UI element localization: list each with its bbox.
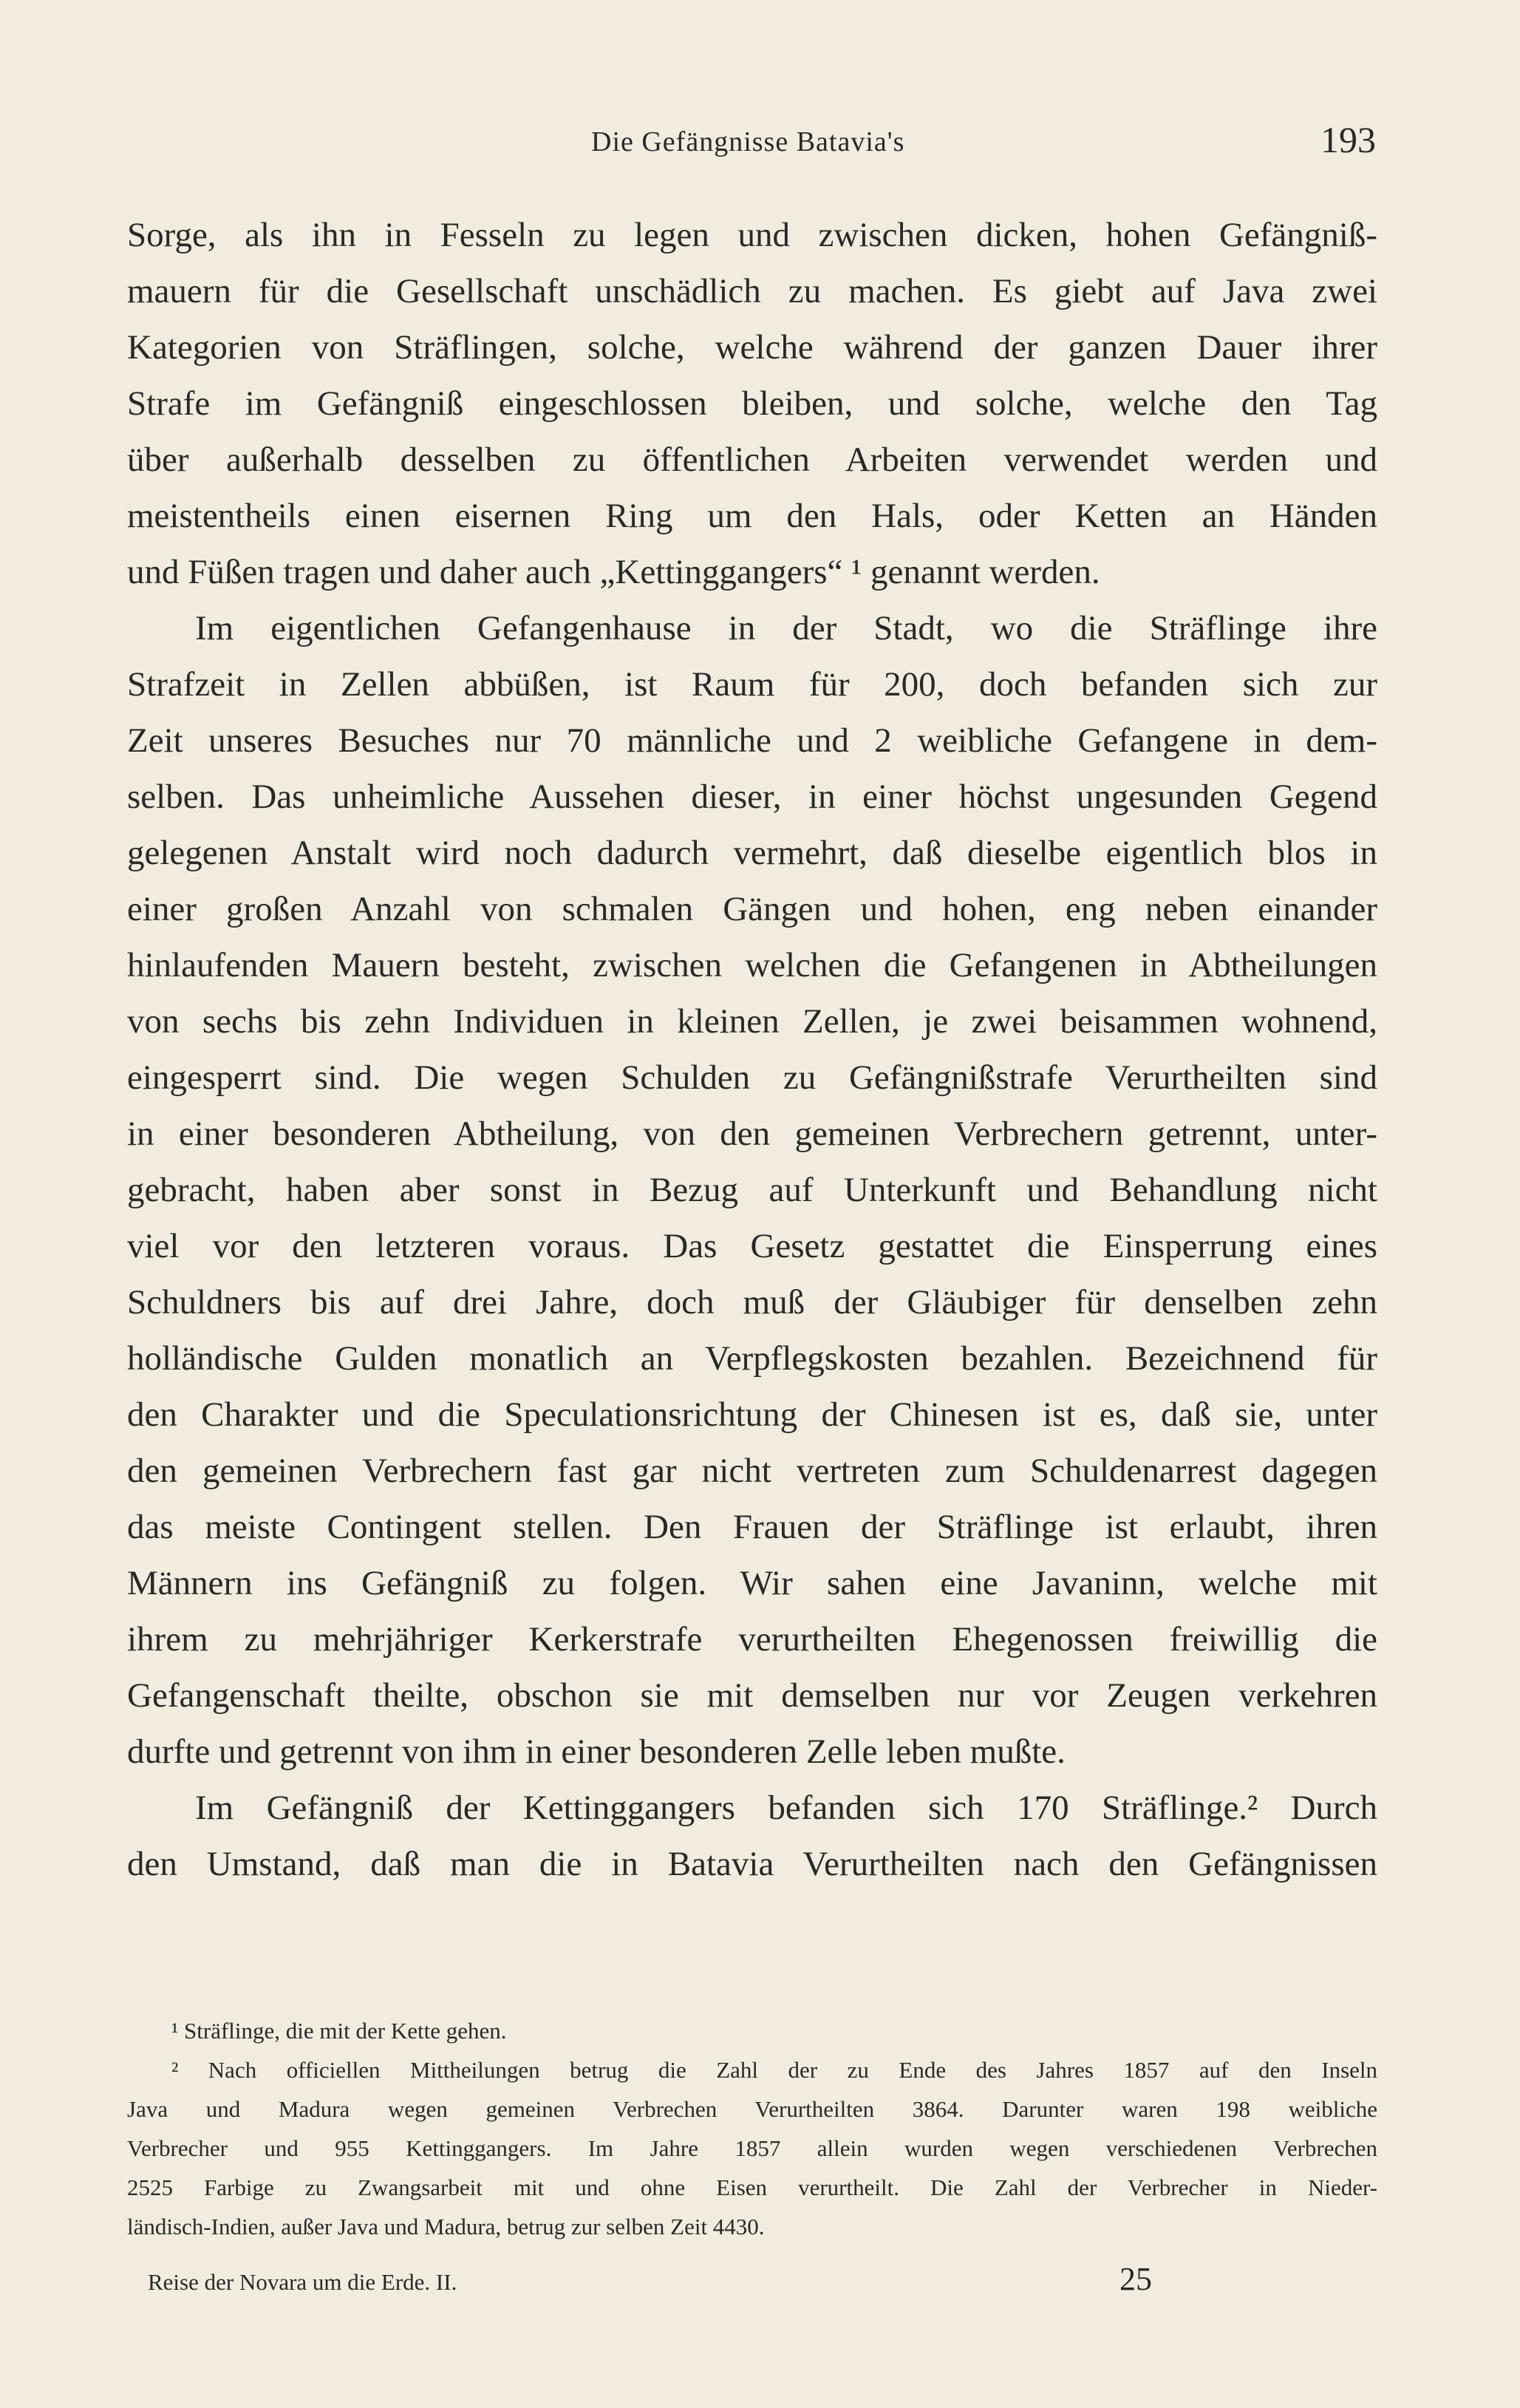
footnote	[127, 2011, 1377, 2050]
text-line: eingesperrt sind. Die wegen Schulden zu Gefängnißstrafe Verurtheilten sind	[127, 1058, 1377, 1097]
text-line: den gemeinen Verbrechern fast gar nicht vertreten zum Schuldenarrest dagegen	[127, 1452, 1377, 1490]
text-line: Männern ins Gefängniß zu folgen. Wir sahen eine Javaninn, welche mit	[127, 1564, 1377, 1602]
text-line: hinlaufenden Mauern besteht, zwischen welchen die Gefangenen in Abtheilungen	[127, 946, 1377, 984]
sheet-number: 25	[1119, 2261, 1152, 2297]
text-line: holländische Gulden monatlich an Verpflegskosten bezahlen. Bezeichnend für	[127, 1339, 1377, 1378]
footnote	[127, 2050, 1377, 2246]
signature-line: Reise der Novara um die Erde. II.	[148, 2269, 457, 2295]
text-line: selben. Das unheimliche Aussehen dieser, in einer höchst ungesunden Gegend	[127, 778, 1377, 816]
footnote-line: ² Nach officiellen Mittheilungen betrug die Zahl der zu Ende des Jahres 1857 auf den Inseln	[171, 2057, 1377, 2083]
running-header	[0, 118, 1520, 163]
text-line: Schuldners bis auf drei Jahre, doch muß der Gläubiger für denselben zehn	[127, 1283, 1377, 1322]
text-line: den Charakter und die Speculationsrichtung der Chinesen ist es, daß sie, unter	[127, 1395, 1377, 1434]
text-line: gebracht, haben aber sonst in Bezug auf Unterkunft und Behandlung nicht	[127, 1171, 1377, 1209]
text-line: durfte und getrennt von ihm in einer besonderen Zelle leben mußte.	[127, 1732, 1066, 1771]
text-line: viel vor den letzteren voraus. Das Gesetz gestattet die Einsperrung eines	[127, 1227, 1377, 1265]
text-line: mauern für die Gesellschaft unschädlich zu machen. Es giebt auf Java zwei	[127, 272, 1377, 310]
footnotes	[127, 2011, 1377, 2246]
text-line: Im eigentlichen Gefangenhause in der Stadt, wo die Sträflinge ihre	[195, 609, 1377, 647]
text-line: über außerhalb desselben zu öffentlichen Arbeiten verwendet werden und	[127, 441, 1377, 479]
text-line: gelegenen Anstalt wird noch dadurch vermehrt, daß dieselbe eigentlich blos in	[127, 834, 1377, 872]
paragraph	[127, 1780, 1377, 1892]
text-line: meistentheils einen eisernen Ring um den Hals, oder Ketten an Händen	[127, 497, 1377, 535]
footnote-line: ¹ Sträflinge, die mit der Kette gehen.	[171, 2018, 507, 2044]
text-line: das meiste Contingent stellen. Den Frauen der Sträflinge ist erlaubt, ihren	[127, 1508, 1377, 1546]
text-line: Gefangenschaft theilte, obschon sie mit demselben nur vor Zeugen verkehren	[127, 1676, 1377, 1715]
footnote-line: 2525 Farbige zu Zwangsarbeit mit und ohne Eisen verurtheilt. Die Zahl der Verbrecher in Nieder-	[127, 2174, 1377, 2200]
text-line: Sorge, als ihn in Fesseln zu legen und zwischen dicken, hohen Gefängniß-	[127, 216, 1377, 254]
text-line: in einer besonderen Abtheilung, von den gemeinen Verbrechern getrennt, unter-	[127, 1115, 1377, 1153]
main-text	[127, 207, 1377, 1892]
text-line: und Füßen tragen und daher auch „Kettinggangers“ ¹ genannt werden.	[127, 553, 1100, 591]
text-line: einer großen Anzahl von schmalen Gängen und hohen, eng neben einander	[127, 890, 1377, 928]
text-line: Zeit unseres Besuches nur 70 männliche und 2 weibliche Gefangene in dem-	[127, 721, 1377, 760]
footnote-line: Verbrecher und 955 Kettinggangers. Im Jahre 1857 allein wurden wegen verschiedenen Verbrechen	[127, 2135, 1377, 2161]
text-line: den Umstand, daß man die in Batavia Verurtheilten nach den Gefängnissen	[127, 1845, 1377, 1883]
paragraph	[127, 207, 1377, 600]
footnote-line: ländisch-Indien, außer Java und Madura, betrug zur selben Zeit 4430.	[127, 2214, 765, 2239]
text-line: Im Gefängniß der Kettinggangers befanden sich 170 Sträflinge.² Durch	[195, 1789, 1377, 1827]
paragraph	[127, 600, 1377, 1780]
text-line: ihrem zu mehrjähriger Kerkerstrafe verurtheilten Ehegenossen freiwillig die	[127, 1620, 1377, 1659]
text-line: von sechs bis zehn Individuen in kleinen Zellen, je zwei beisammen wohnend,	[127, 1002, 1377, 1041]
footnote-line: Java und Madura wegen gemeinen Verbrechen Verurtheilten 3864. Darunter waren 198 weibliche	[127, 2096, 1377, 2122]
running-title: Die Gefängnisse Batavia's	[591, 126, 905, 157]
text-line: Strafe im Gefängniß eingeschlossen bleiben, und solche, welche den Tag	[127, 384, 1377, 423]
text-line: Kategorien von Sträflingen, solche, welche während der ganzen Dauer ihrer	[127, 328, 1377, 367]
text-line: Strafzeit in Zellen abbüßen, ist Raum für 200, doch befanden sich zur	[127, 665, 1377, 704]
page-number: 193	[1320, 119, 1376, 160]
